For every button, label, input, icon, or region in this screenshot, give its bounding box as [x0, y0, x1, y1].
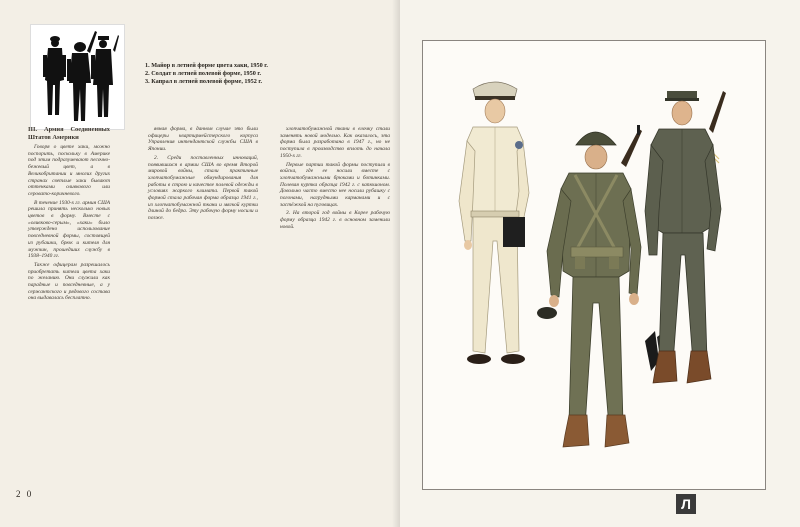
text-column-1: [28, 126, 110, 304]
caption-3: 3. Капрал в летней полевой форме, 1952 г.: [145, 78, 263, 85]
figure-major: [459, 82, 529, 364]
figure-corporal: [645, 91, 726, 383]
paragraph: В течение 1930-х гг. армия США решила принять несколько новых цветов в форму. Вместе с «оливково-серым», «хаки» было утверждено использование повседневной формы, состоящей из рубашки, брюк и кителя для мужчин, прошедших службу в 1938–1940 гг.: [28, 199, 110, 260]
silhouette-figure-key: [30, 24, 125, 130]
paragraph: 2. Среди поставленных инноваций, появившихся в армии США во время Второй мировой войны, стали практичные хлопчатобумажные обмундирования для работы в строю и качестве полевой одежды в условиях жаркого климата. Первой такой формой стала рабочая форма образца 1941 г., из хлопчатобумажной ткани и мягкой куртки длиной до бедра. Эту рабочую форму носили и позже.: [148, 154, 258, 222]
paragraph: Говоря о цвете хаки, можно поспорить, поскольку в Америке под этим подразумевают песочно-бежевый цвет, а в Великобритании и многих других странах светлые хаки бывают оттенками оливкового или серовато-коричневого.: [28, 144, 110, 197]
paragraph: хлопчатобумажной ткани в елочку стали заменять новой моделью. Как оказалось, эта форма была разработана в 1947 г., но не поступила в производство вплоть до начала 1950-х гг.: [280, 126, 390, 159]
text-column-3: [280, 126, 390, 233]
publisher-logo-icon: Л: [676, 494, 696, 514]
paragraph: явная форма, в данном случае это были офицеры квартирмейстерского корпуса Управления интендантской службы США в Японии.: [148, 126, 258, 153]
text-column-2: [148, 126, 258, 224]
caption-1: 1. Майор в летней форме цвета хаки, 1950 г.: [145, 62, 268, 69]
figure-captions: [145, 62, 275, 86]
section-heading: III. Армия Соединенных Штатов Америки: [28, 126, 110, 141]
paragraph: Также офицерам разрешалось приобретать кители цвета хаки по желанию. Они служили как парадные и повседневные, а у сержантского и рядового состава она выдавалась бесплатно.: [28, 261, 110, 302]
paragraph: 3. На второй год войны в Корее рабочую форму образца 1942 г. в основном заменили новой.: [280, 210, 390, 230]
paragraph: Первые партии такой формы поступили в войска, где ее носили вместе с хлопчатобумажными брюками и ботинками. Полевая куртка образца 1942 г. с капюшоном. Довольно часто вместо нее носили рубашку с погонами, нагрудными карманами и с застёжкой на пуговицах.: [280, 161, 390, 208]
caption-2: 2. Солдат в летней полевой форме, 1950 г.: [145, 70, 262, 77]
page-number: 2 0: [16, 489, 34, 499]
illustration-plate: [422, 40, 766, 490]
